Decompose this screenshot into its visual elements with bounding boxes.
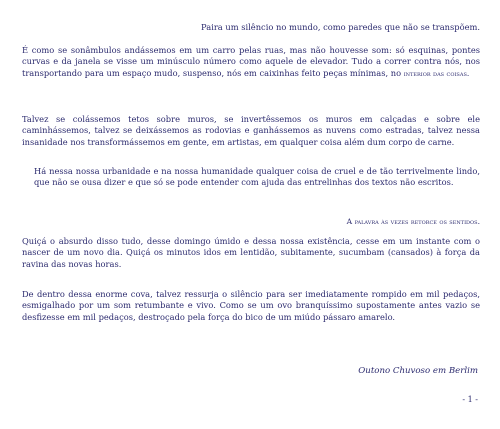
- paragraph-1-text: É como se sonâmbulos andássemos em um carro pelas ruas, mas não houvesse som: só esquinas, pontes curvas e da janela se visse um minúsculo número como aquele de elevador. Tudo a correr contra nós, nos transportando para um espaço mudo, suspenso, nós em caixinhas feito peças mínimas, no: [22, 45, 480, 78]
- smallcaps-line: A palavra às vezes retorce os sentidos.: [346, 217, 480, 226]
- paragraph-1: [22, 45, 480, 79]
- paragraph-3: Há nessa nossa urbanidade e na nossa humanidade qualquer coisa de cruel e de tão terrivelmente lindo, que não se ousa dizer e que só se pode entender com ajuda das entrelinhas dos textos não escritos.: [34, 166, 480, 188]
- opening-line: Paira um silêncio no mundo, como paredes que não se transpõem.: [201, 22, 480, 32]
- signature: Outono Chuvoso em Berlim: [358, 366, 478, 376]
- paragraph-1-smallcaps: interior das coisas.: [403, 68, 470, 78]
- paragraph-5: De dentro dessa enorme cova, talvez ressurja o silêncio para ser imediatamente rompido em mil pedaços, esmigalhado por um som retumbante e vivo. Como se um ovo branquíssimo supostamente antes vazio se desfizesse em mil pedaços, destroçado pela força do bico de um miúdo pássaro amarelo.: [22, 289, 480, 322]
- paragraph-4: Quiçá o absurdo disso tudo, desse domingo úmido e dessa nossa existência, cesse em um instante com o nascer de um novo dia. Quiçá os minutos idos em lentidão, subitamente, sucumbam (cansados) à força da ravina das novas horas.: [22, 236, 480, 269]
- page-number: - 1 -: [462, 395, 478, 404]
- paragraph-2: Talvez se colássemos tetos sobre muros, se invertêssemos os muros em calçadas e sobre ele caminhássemos, talvez se deixássemos as rodovias e ganhássemos as nuvens como estradas, talvez nessa insanidade nos transformássemos em gente, em artistas, em qualquer coisa além dum corpo de carne.: [22, 114, 480, 147]
